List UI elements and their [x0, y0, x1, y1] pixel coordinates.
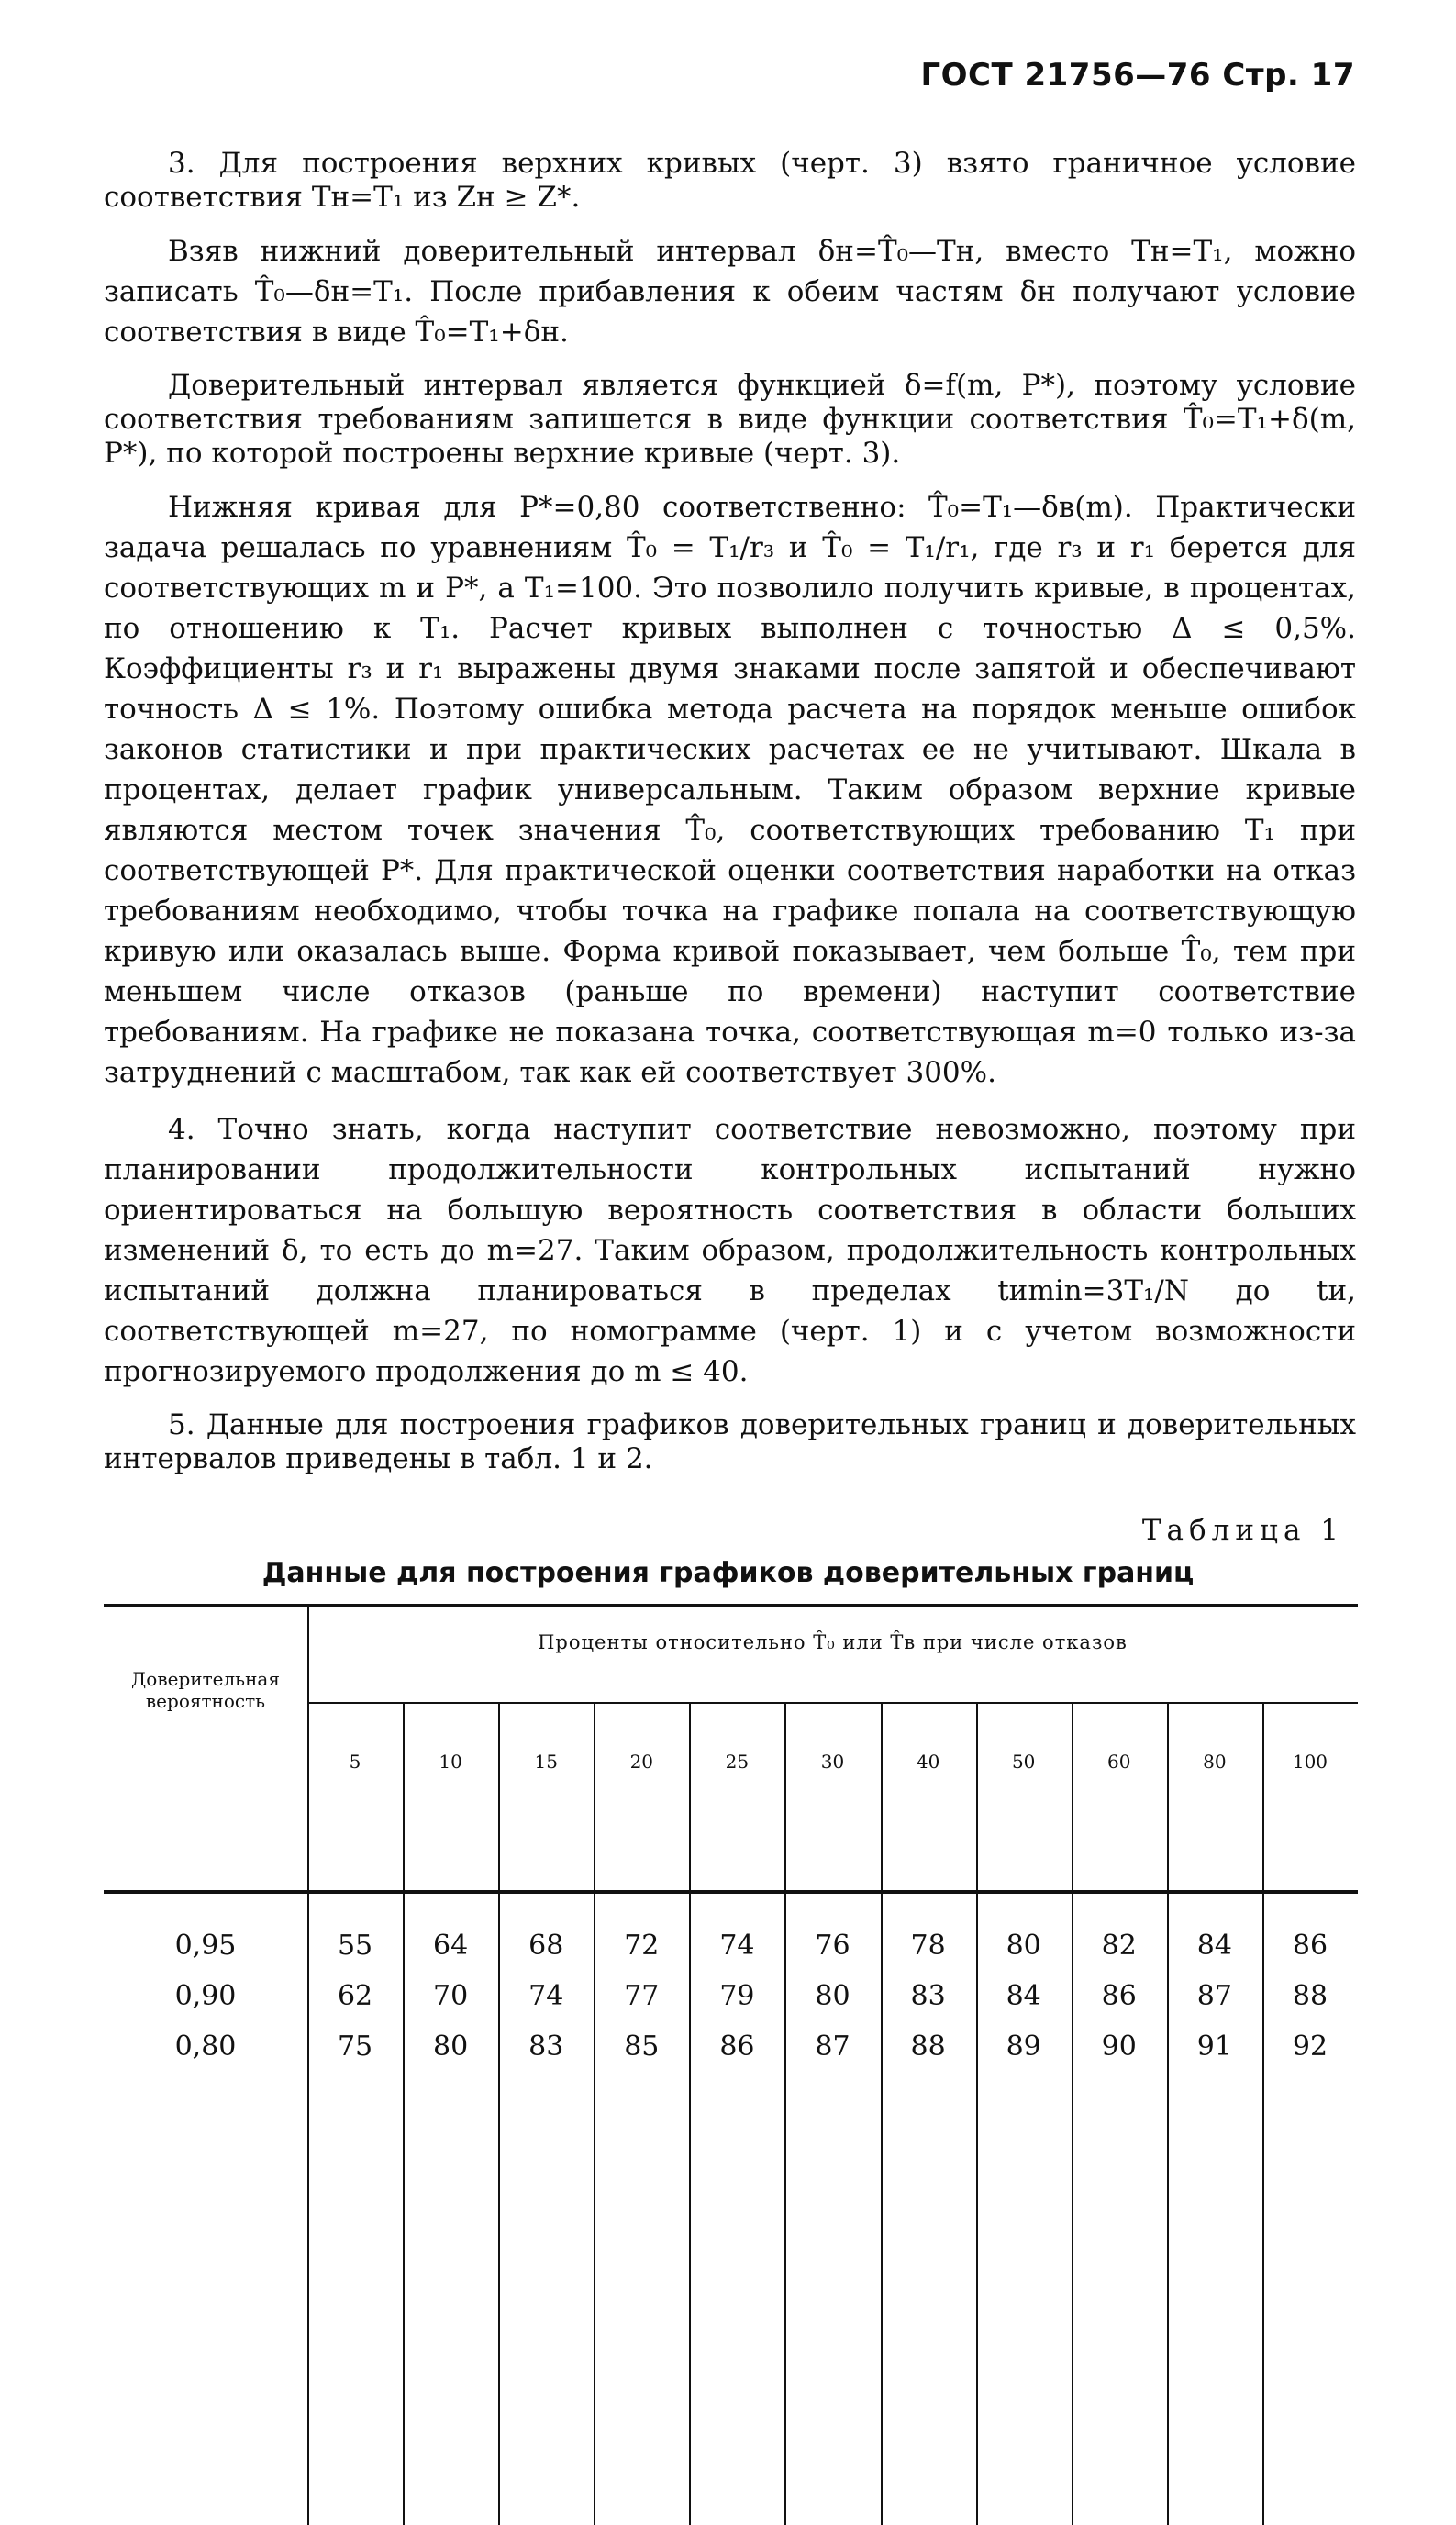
table-column-divider — [498, 1704, 500, 2525]
table-cell: 92 — [1292, 2030, 1328, 2063]
table-column-header: 20 — [629, 1751, 654, 1773]
table-cell: 79 — [719, 1980, 755, 2012]
paragraph-4: 4. Точно знать, когда наступит соответствие невозможно, поэтому при планировании продолжительности контрольных испытаний нужно ориентироваться на большую вероятность соответствия в области больших изменений δ, то есть до m=27. Таким образом, продолжительность контрольных испытаний должна планироваться в пределах tиmin=3T₁/N до tи, соответствующей m=27, по номограмме (черт. 1) и с учетом возможности прогнозируемого продолжения до m ≤ 40. — [104, 1113, 1356, 1388]
table-column-divider — [689, 1704, 691, 2525]
table-cell: 86 — [719, 2030, 755, 2063]
table-column-header: 100 — [1292, 1751, 1328, 1773]
table-row-label: 0,90 — [174, 1980, 237, 2012]
table-cell: 83 — [528, 2030, 564, 2063]
paragraph-3: 3. Для построения верхних кривых (черт. 3) взято граничное условие соответствия Tн=T₁ из Zн ≥ Z*. — [104, 147, 1356, 214]
table-cell: 85 — [624, 2030, 660, 2063]
table-cell: 87 — [815, 2030, 850, 2063]
table-header-rule — [104, 1890, 1358, 1894]
table-column-header: 50 — [1011, 1751, 1036, 1773]
table-column-divider — [976, 1704, 978, 2525]
table-stub-header: Доверительная вероятность — [131, 1668, 280, 1712]
table-cell: 87 — [1196, 1980, 1232, 2012]
table-caption: Таблица 1 — [1141, 1514, 1344, 1547]
table-column-divider — [1072, 1704, 1073, 2525]
table-cell: 80 — [433, 2030, 469, 2063]
table-cell: 80 — [1006, 1930, 1041, 1962]
table-cell: 64 — [433, 1930, 469, 1962]
table-cell: 88 — [910, 2030, 946, 2063]
table-column-header: 10 — [439, 1751, 462, 1773]
table-cell: 89 — [1006, 2030, 1041, 2063]
table-cell: 90 — [1101, 2030, 1137, 2063]
table-cell: 74 — [719, 1930, 755, 1962]
table-span-header: Проценты относительно T̂₀ или T̂в при числе отказов — [538, 1631, 1128, 1653]
table-stub-divider — [307, 1607, 309, 2525]
table-cell: 75 — [337, 2030, 373, 2063]
table-subheader-rule — [307, 1702, 1358, 1704]
paragraph-function: Доверительный интервал является функцией δ=f(m, P*), поэтому условие соответствия требованиям запишется в виде функции соответствия T̂₀=T₁+δ(m, P*), по которой построены верхние кривые (черт. 3). — [104, 369, 1356, 470]
table-cell: 72 — [624, 1930, 660, 1962]
table-column-header: 60 — [1107, 1751, 1131, 1773]
table-column-divider — [784, 1704, 786, 2525]
table-cell: 86 — [1292, 1930, 1328, 1962]
table-column-header: 15 — [534, 1751, 558, 1773]
table-cell: 68 — [528, 1930, 564, 1962]
table-cell: 82 — [1101, 1930, 1137, 1962]
table-column-divider — [881, 1704, 883, 2525]
table-cell: 84 — [1196, 1930, 1232, 1962]
table-column-divider — [1262, 1704, 1264, 2525]
table-cell: 76 — [815, 1930, 850, 1962]
paragraph-lower-curve: Нижняя кривая для P*=0,80 соответственно: T̂₀=T₁—δв(m). Практически задача решалась по уравнениям T̂₀ = T₁/r₃ и T̂₀ = T₁/r₁, где r₃ и r₁ берется для соответствующих m и P*, а T₁=100. Это позволило получить кривые, в процентах, по отношению к T₁. Расчет кривых выполнен с точностью Δ ≤ 0,5%. Коэффициенты r₃ и r₁ выражены двумя знаками после запятой и обеспечивают точность Δ ≤ 1%. Поэтому ошибка метода расчета на порядок меньше ошибок законов статистики и при практических расчетах ее не учитывают. Шкала в процентах, делает график универсальным. Таким образом верхние кривые являются местом точек значения T̂₀, соответствующих требованию T₁ при соответствующей P*. Для практической оценки соответствия наработки на отказ требованиям необходимо, чтобы точка на графике попала на соответствующую кривую или оказалась выше. Форма кривой показывает, чем больше T̂₀, тем при меньшем числе отказов (раньше по времени) наступит соответствие требованиям. На графике не показана точка, соответствующая m=0 только из-за затруднений с масштабом, так как ей соответствует 300%. — [104, 491, 1356, 1089]
paragraph-5: 5. Данные для построения графиков доверительных границ и доверительных интервалов приведены в табл. 1 и 2. — [104, 1408, 1356, 1475]
paragraph-confidence-interval: Взяв нижний доверительный интервал δн=T̂₀—Tн, вместо Tн=T₁, можно записать T̂₀—δн=T₁. После прибавления к обеим частям δн получают условие соответствия в виде T̂₀=T₁+δн. — [104, 235, 1356, 349]
table-cell: 91 — [1196, 2030, 1232, 2063]
table-cell: 77 — [624, 1980, 660, 2012]
table-column-header: 40 — [916, 1751, 940, 1773]
table-row-label: 0,80 — [174, 2030, 237, 2063]
table-column-divider — [1167, 1704, 1169, 2525]
table-cell: 83 — [910, 1980, 946, 2012]
table-cell: 84 — [1006, 1980, 1041, 2012]
table-cell: 55 — [337, 1930, 373, 1962]
table-column-divider — [594, 1704, 595, 2525]
page-header: ГОСТ 21756—76 Стр. 17 — [920, 57, 1355, 94]
table-column-divider — [403, 1704, 405, 2525]
body-text — [104, 147, 1356, 1493]
table-column-header: 5 — [349, 1751, 361, 1773]
table-cell: 70 — [433, 1980, 469, 2012]
table-cell: 78 — [910, 1930, 946, 1962]
table-row-label: 0,95 — [174, 1930, 237, 1962]
table-column-header: 80 — [1203, 1751, 1227, 1773]
table-title: Данные для построения графиков доверительных границ — [261, 1557, 1195, 1589]
table-cell: 80 — [815, 1980, 850, 2012]
table-cell: 62 — [337, 1980, 373, 2012]
table-top-rule — [104, 1604, 1358, 1607]
table-cell: 88 — [1292, 1980, 1328, 2012]
table-column-header: 30 — [820, 1751, 845, 1773]
table-cell: 74 — [528, 1980, 564, 2012]
table-column-header: 25 — [725, 1751, 750, 1773]
table-cell: 86 — [1101, 1980, 1137, 2012]
